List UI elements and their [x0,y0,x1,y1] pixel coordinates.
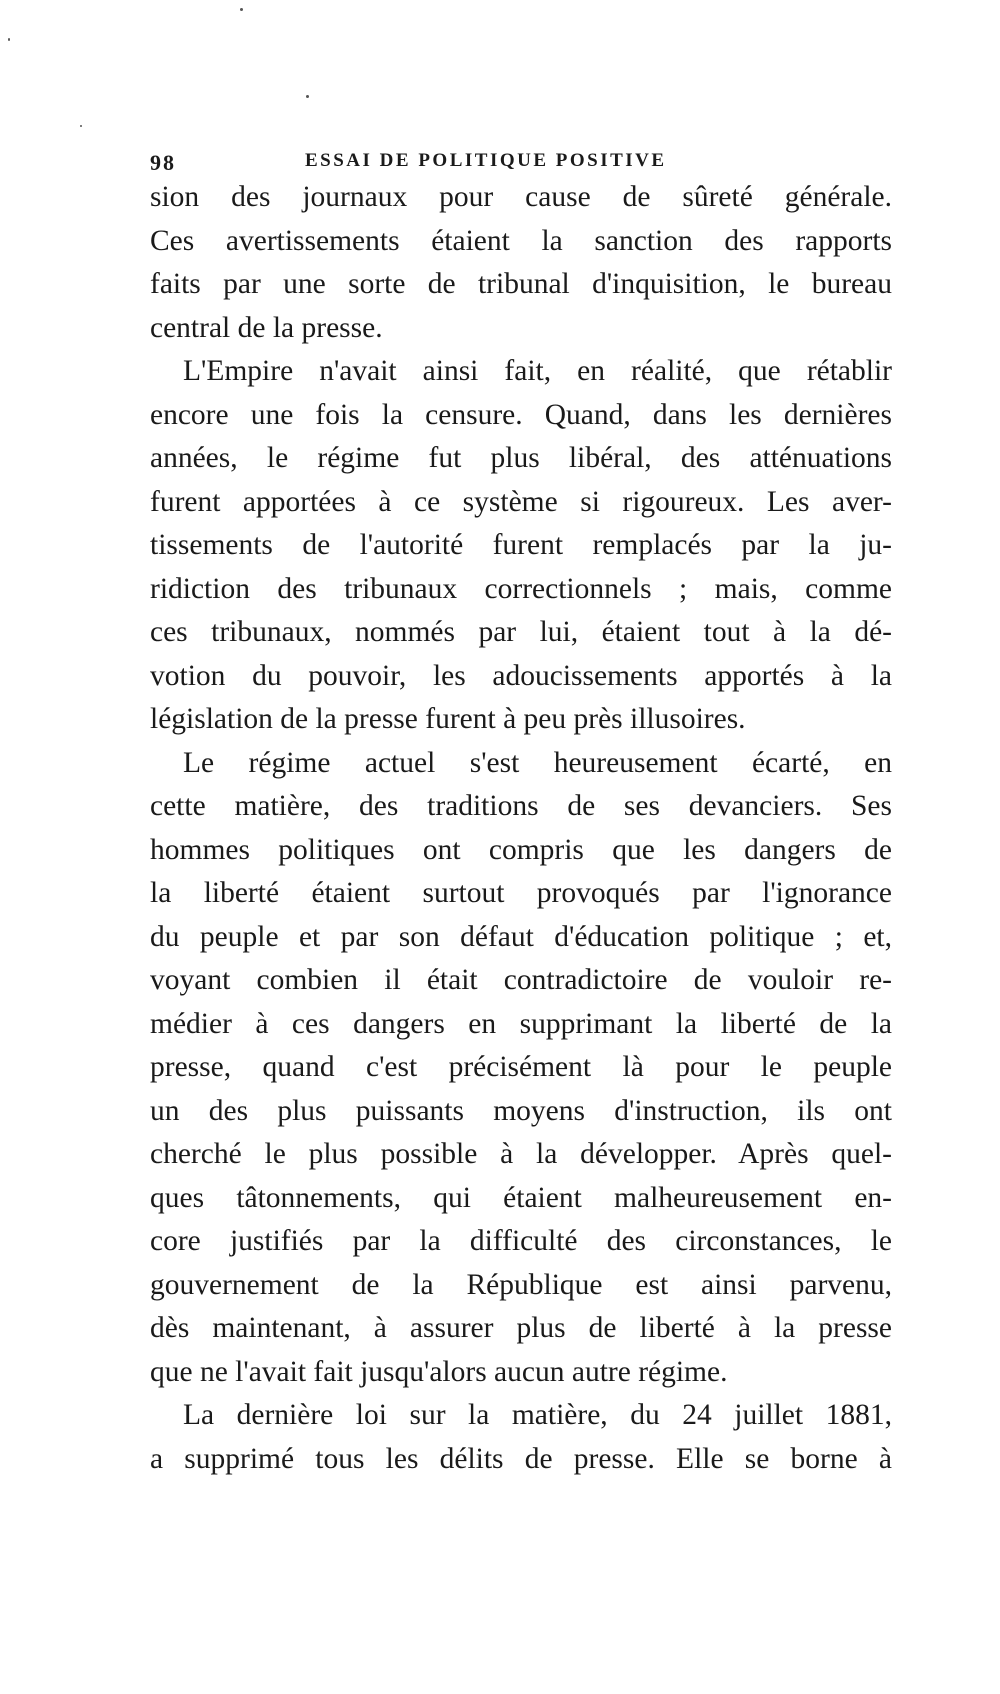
page-number: 98 [150,150,176,175]
running-title: ESSAI DE POLITIQUE POSITIVE [305,150,667,171]
text-line: législation de la presse furent à peu près illusoires. [150,703,746,735]
text-line: faits par une sorte de tribunal d'inquisition, le bureau [150,268,892,300]
book-page [150,140,892,1481]
scan-speck [8,38,10,41]
text-line: La dernière loi sur la matière, du 24 juillet 1881, [183,1399,892,1431]
text-line: L'Empire n'avait ainsi fait, en réalité, que rétablir [183,355,892,387]
text-line: a supprimé tous les délits de presse. Elle se borne à [150,1442,892,1475]
text-line: que ne l'avait fait jusqu'alors aucun autre régime. [150,1355,728,1388]
text-line: la liberté étaient surtout provoqués par l'ignorance [150,877,892,909]
text-line: voyant combien il était contradictoire de vouloir re- [150,964,892,996]
paragraph [150,350,892,742]
text-line: cette matière, des traditions de ses devanciers. Ses [150,790,892,822]
text-line: médier à ces dangers en supprimant la liberté de la [150,1007,892,1040]
text-line: votion du pouvoir, les adoucissements apportés à la [150,659,892,692]
paragraph [150,1394,892,1481]
text-line: un des plus puissants moyens d'instruction, ils ont [150,1094,892,1127]
text-line: Ces avertissements étaient la sanction des rapports [150,224,892,257]
text-line: cherché le plus possible à la développer. Après quel- [150,1138,892,1170]
paragraph [150,176,892,350]
text-line: années, le régime fut plus libéral, des atténuations [150,442,892,474]
text-line: encore une fois la censure. Quand, dans les dernières [150,398,892,431]
text-line: dès maintenant, à assurer plus de liberté à la presse [150,1312,892,1344]
body-text [150,176,892,1481]
running-header [150,140,892,176]
text-line: presse, quand c'est précisément là pour le peuple [150,1051,892,1083]
text-line: tissements de l'autorité furent remplacés par la ju- [150,529,892,561]
scan-speck [240,8,243,11]
text-line: du peuple et par son défaut d'éducation politique ; et, [150,920,892,953]
text-line: sion des journaux pour cause de sûreté générale. [150,181,892,213]
text-line: ces tribunaux, nommés par lui, étaient tout à la dé- [150,616,892,648]
text-line: furent apportées à ce système si rigoureux. Les aver- [150,485,892,518]
scan-speck [80,125,82,127]
text-line: core justifiés par la difficulté des circonstances, le [150,1225,892,1257]
paragraph [150,742,892,1395]
text-line: ques tâtonnements, qui étaient malheureusement en- [150,1181,892,1214]
text-line: ridiction des tribunaux correctionnels ; mais, comme [150,572,892,605]
text-line: gouvernement de la République est ainsi parvenu, [150,1268,892,1301]
text-line: Le régime actuel s'est heureusement écarté, en [183,746,892,779]
text-line: hommes politiques ont compris que les dangers de [150,833,892,866]
scan-speck [306,95,309,98]
text-line: central de la presse. [150,311,383,344]
